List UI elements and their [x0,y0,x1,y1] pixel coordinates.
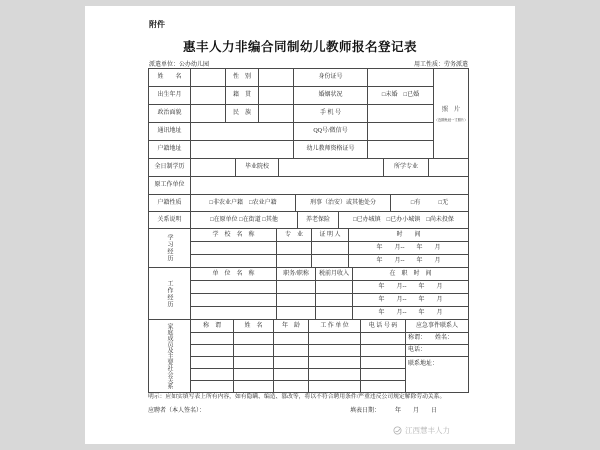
family-name-cell [234,333,274,345]
registration-table [148,68,469,393]
work-income-cell [316,307,353,320]
study-major-header: 专 业 [277,229,312,242]
work-title-cell [277,307,316,320]
family-employer-cell [309,357,361,369]
family-relation-cell [191,345,234,357]
work-income-cell [316,281,353,294]
company-logo [393,425,450,436]
family-relation-cell [191,333,234,345]
family-name-cell [234,357,274,369]
family-name-header: 姓 名 [234,320,274,333]
family-age-cell [274,369,309,381]
work-header-row [191,268,469,281]
work-unit-cell [191,294,277,307]
date-label: 填表日期： 年 月 日 [350,408,438,414]
penalty-options: □有 □无 [391,195,469,212]
family-phone-cell [361,357,406,369]
dispatch-unit-label: 派遣单位：公办幼儿园 [149,62,210,68]
family-phone-cell [361,369,406,381]
birth-input-cell [191,87,226,105]
employment-type-label: 用工性质：劳务派遣 [413,62,468,68]
family-row [191,345,469,357]
family-section-label: 家庭成员及主要社会关系 [149,320,191,393]
family-name-cell [234,345,274,357]
emergency-contact-header: 应急事件联系人 [406,320,469,333]
table-row [149,195,469,212]
family-row [191,333,469,345]
marital-label: 婚姻状况 [294,87,368,105]
family-name-cell [234,369,274,381]
major-input-cell [429,159,469,177]
work-section-label: 工作经历 [149,268,191,320]
emergency-address-cell: 联系地址： [406,357,469,393]
mobile-label: 手 机 号 [294,105,368,123]
household-address-input-cell [191,141,294,159]
page-title: 惠丰人力非编合同制幼儿教师报名登记表 [182,40,417,54]
table-row [149,105,469,123]
table-row [149,87,469,105]
table-row [149,141,469,159]
study-witness-header: 证 明 人 [312,229,349,242]
study-witness-cell [312,255,349,268]
attachment-label: 附件 [149,20,165,29]
politics-input-cell [191,105,226,123]
family-phone-cell [361,333,406,345]
family-phone-cell [361,345,406,357]
work-unit-cell [191,281,277,294]
notice-text: 明示：应如实填写表上所有内容，如有隐瞒、编造、篡改等，将以不符合聘用条件/严重违反公司规定解除劳动关系。 [148,394,446,400]
study-row [191,255,469,268]
family-phone-header: 电 话 号 码 [361,320,406,333]
form-page [85,6,515,444]
work-income-header: 税前月收入 [316,268,353,281]
table-row [149,69,469,87]
study-time-cell: 年 月-- 年 月 [349,255,469,268]
work-tenure-cell: 年 月-- 年 月 [353,294,469,307]
family-relation-header: 称 谓 [191,320,234,333]
fulltime-edu-label: 全日制学历 [149,159,191,177]
family-employer-header: 工 作 单 位 [309,320,361,333]
study-school-cell [191,242,277,255]
work-row [191,294,469,307]
table-row [149,177,469,195]
logo-text: 江西慧丰人力 [405,426,450,435]
fulltime-edu-input-cell [191,159,236,177]
family-employer-cell [309,345,361,357]
work-title-cell [277,294,316,307]
study-major-cell [277,255,312,268]
study-row [191,242,469,255]
family-relation-cell [191,369,234,381]
family-employer-cell [309,369,361,381]
work-tenure-header: 在 职 时 间 [353,268,469,281]
photo-cell [434,69,469,159]
mail-address-input-cell [191,123,294,141]
mobile-input-cell [368,105,434,123]
id-number-input-cell [368,69,434,87]
major-label: 所学专业 [384,159,429,177]
pension-options: □已办城镇 □已办小城镇 □尚未投保 [339,212,469,229]
qq-wechat-input-cell [368,123,434,141]
relation-options: □在原单位 □在街道 □其他 [191,212,298,229]
study-major-cell [277,242,312,255]
table-row [149,123,469,141]
politics-label: 政治面貌 [149,105,191,123]
graduate-school-label: 毕业院校 [236,159,279,177]
gender-input-cell [259,69,294,87]
family-employer-cell [309,333,361,345]
logo-icon [393,426,402,435]
family-age-header: 年 龄 [274,320,309,333]
study-school-cell [191,255,277,268]
table-row [149,159,469,177]
ethnicity-label: 民 族 [226,105,259,123]
study-time-cell: 年 月-- 年 月 [349,242,469,255]
work-tenure-cell: 年 月-- 年 月 [353,307,469,320]
teacher-cert-label: 幼儿教师资格证号 [294,141,368,159]
signature-label: 应聘者（本人签名）： [148,408,206,414]
work-title-header: 职务/职称 [277,268,316,281]
pension-label: 养老保险 [298,212,339,229]
family-age-cell [274,333,309,345]
relation-note-label: 关系说明 [149,212,191,229]
work-unit-header: 单 位 名 称 [191,268,277,281]
work-unit-cell [191,307,277,320]
photo-note: （近期免冠一寸照片） [434,118,468,122]
work-title-cell [277,281,316,294]
birth-label: 出生年月 [149,87,191,105]
qq-wechat-label: QQ号/微信号 [294,123,368,141]
household-type-options: □非农业户籍 □农业户籍 [191,195,296,212]
household-address-label: 户籍地址 [149,141,191,159]
emergency-name-cell: 称谓： 姓名： [406,333,469,345]
name-label: 姓 名 [149,69,191,87]
penalty-label: 刑事（治安）或其他处分 [296,195,391,212]
previous-employer-label: 原工作单位 [149,177,191,195]
study-witness-cell [312,242,349,255]
emergency-phone-cell: 电话： [406,345,469,357]
family-header-row [191,320,469,333]
ethnicity-input-cell [259,105,294,123]
work-row [191,307,469,320]
table-row [149,212,469,229]
work-tenure-cell: 年 月-- 年 月 [353,281,469,294]
family-relation-cell [191,357,234,369]
native-place-input-cell [259,87,294,105]
name-input-cell [191,69,226,87]
household-type-label: 户籍性质 [149,195,191,212]
graduate-school-input-cell [279,159,384,177]
mail-address-label: 通讯地址 [149,123,191,141]
family-age-cell [274,357,309,369]
family-age-cell [274,345,309,357]
marital-options: □未婚 □已婚 [368,87,434,105]
gender-label: 性 别 [226,69,259,87]
work-row [191,281,469,294]
study-school-header: 学 校 名 称 [191,229,277,242]
teacher-cert-input-cell [368,141,434,159]
id-number-label: 身份证号 [294,69,368,87]
previous-employer-input-cell [191,177,469,195]
study-time-header: 时 间 [349,229,469,242]
work-income-cell [316,294,353,307]
photo-label: 照 片 [441,106,460,113]
native-place-label: 籍 贯 [226,87,259,105]
study-section-label: 学习经历 [149,229,191,268]
study-header-row [191,229,469,242]
